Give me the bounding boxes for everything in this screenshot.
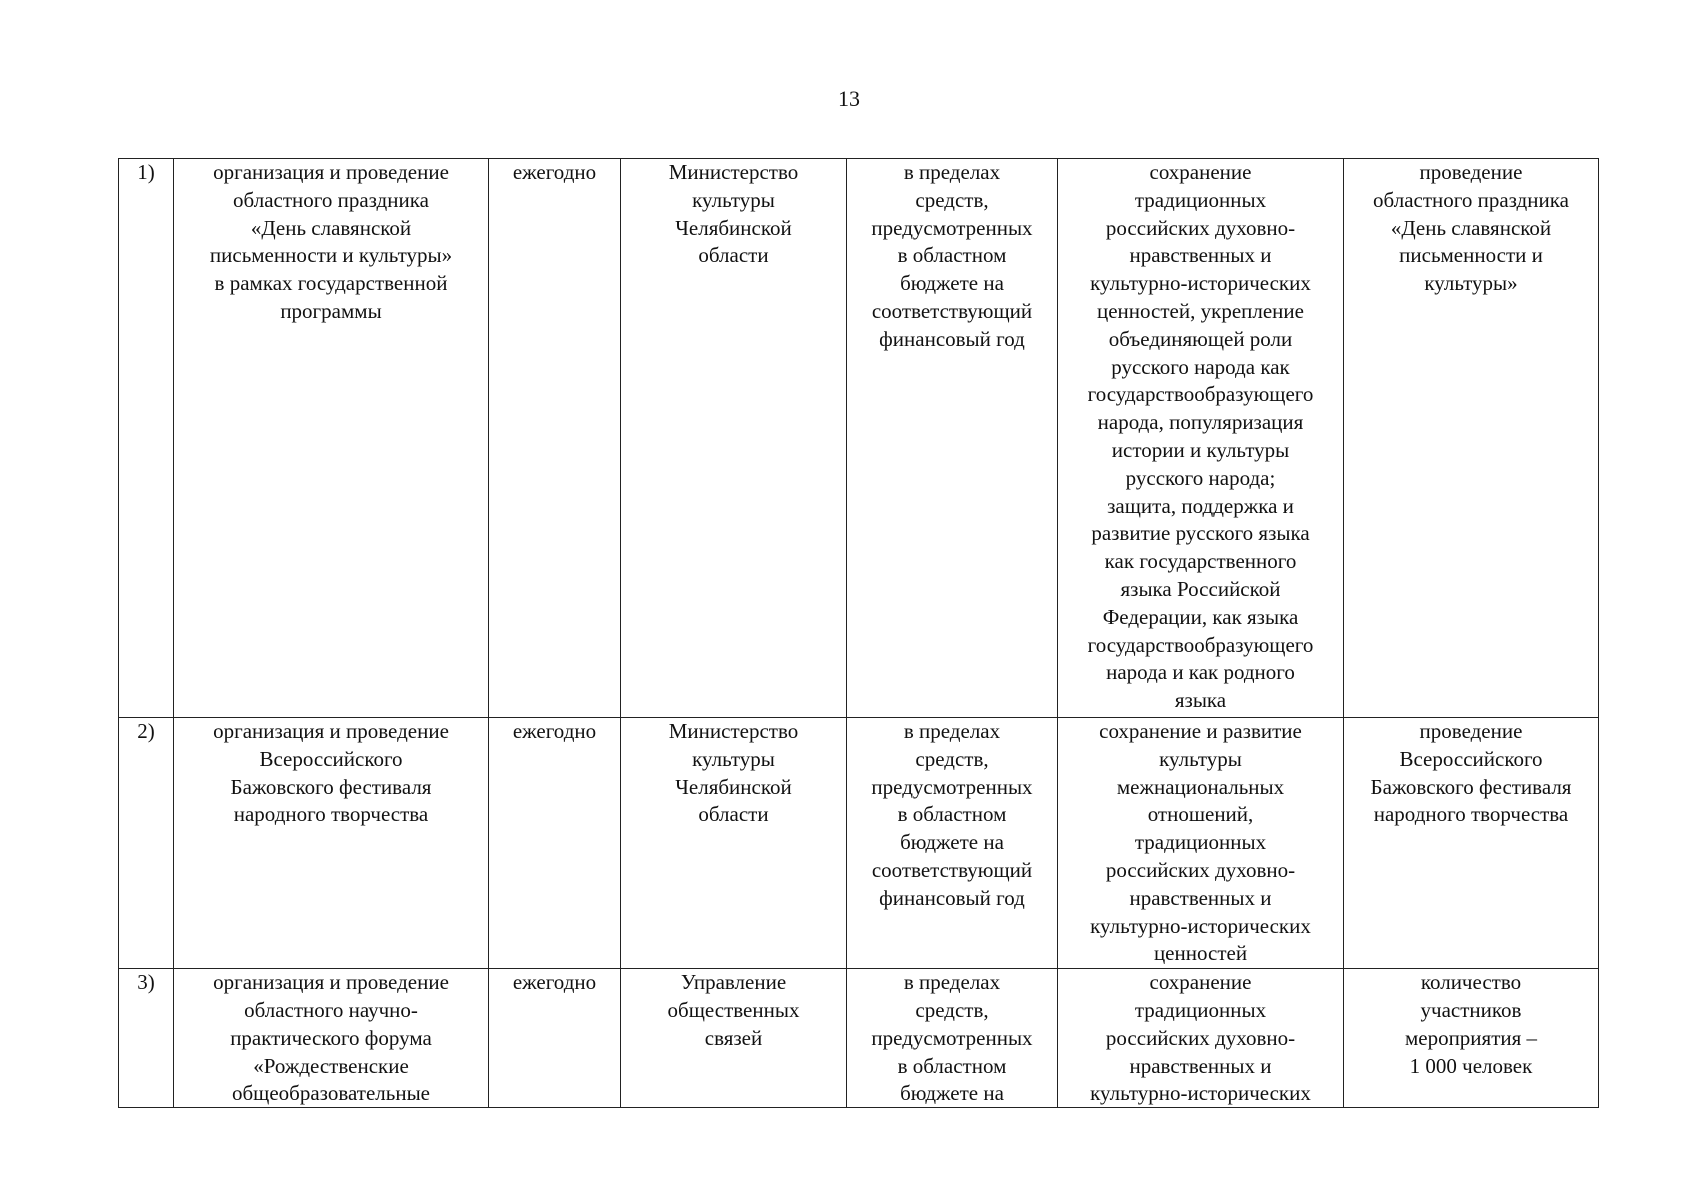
table-row xyxy=(119,159,1599,718)
row-number: 1) xyxy=(137,160,155,184)
measures-table xyxy=(118,158,1599,1108)
funding-text: в пределах средств, предусмотренных в областном бюджете на xyxy=(871,970,1033,1106)
table-row xyxy=(119,969,1599,1108)
row-number: 3) xyxy=(137,970,155,995)
event-cell xyxy=(174,718,489,969)
page-number: 13 xyxy=(838,86,860,111)
result-text: количество участников мероприятия – 1 000 человек xyxy=(1404,970,1538,1078)
funding-cell xyxy=(847,159,1058,718)
event-cell xyxy=(174,969,489,1108)
period-cell xyxy=(489,718,621,969)
executor-cell xyxy=(621,969,847,1108)
event-cell xyxy=(174,159,489,718)
period-cell xyxy=(489,969,621,1108)
goal-cell xyxy=(1058,969,1344,1108)
period-cell xyxy=(489,159,621,718)
period-text: ежегодно xyxy=(512,970,597,995)
result-text: проведение областного праздника «День славянской письменности и культуры» xyxy=(1373,160,1569,296)
event-text: организация и проведение Всероссийского Бажовского фестиваля народного творчества xyxy=(213,719,449,827)
table-row xyxy=(119,718,1599,969)
event-text: организация и проведение областного праздника «День славянской письменности и культуры» в рамках государственной программы xyxy=(209,160,453,323)
event-text: организация и проведение областного научно- практического форума «Рождественские общеобразовательные xyxy=(213,970,449,1106)
period-text: ежегодно xyxy=(512,719,597,743)
row-number-cell xyxy=(119,159,174,718)
result-cell xyxy=(1344,159,1599,718)
goal-text: сохранение и развитие культуры межнациональных отношений, традиционных российских духовно- нравственных и культурно-исторических ценностей xyxy=(1090,719,1311,966)
executor-cell xyxy=(621,159,847,718)
executor-text: Министерство культуры Челябинской области xyxy=(668,719,799,827)
goal-text: сохранение традиционных российских духовно- нравственных и культурно-исторических ценностей, укрепление объединяющей роли русского народа как государствообразующего народа, популяризация истории и культуры русского народа; защита, поддержка и развитие русского языка как государственного языка Российской Федерации, как языка государствообразующего народа и как родного языка xyxy=(1087,160,1314,713)
funding-text: в пределах средств, предусмотренных в областном бюджете на соответствующий финансовый год xyxy=(871,719,1033,910)
funding-text: в пределах средств, предусмотренных в областном бюджете на соответствующий финансовый год xyxy=(871,160,1033,351)
goal-cell xyxy=(1058,159,1344,718)
result-text: проведение Всероссийского Бажовского фестиваля народного творчества xyxy=(1370,719,1572,827)
row-number: 2) xyxy=(137,719,155,743)
goal-text: сохранение традиционных российских духовно- нравственных и культурно-исторических xyxy=(1090,970,1311,1106)
funding-cell xyxy=(847,718,1058,969)
result-cell xyxy=(1344,969,1599,1108)
row-number-cell xyxy=(119,718,174,969)
result-cell xyxy=(1344,718,1599,969)
executor-text: Управление общественных связей xyxy=(667,970,800,1050)
row-number-cell xyxy=(119,969,174,1108)
funding-cell xyxy=(847,969,1058,1108)
goal-cell xyxy=(1058,718,1344,969)
period-text: ежегодно xyxy=(512,160,597,184)
executor-cell xyxy=(621,718,847,969)
executor-text: Министерство культуры Челябинской области xyxy=(668,160,799,268)
